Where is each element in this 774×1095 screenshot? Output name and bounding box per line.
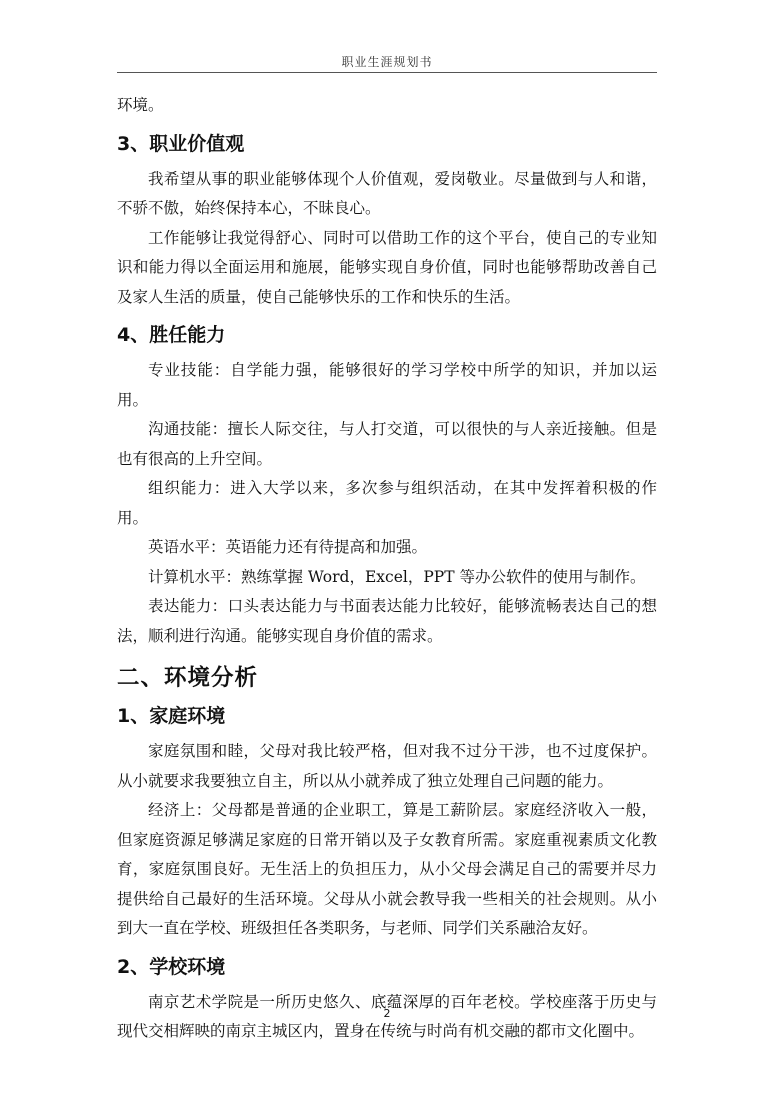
paragraph: 经济上：父母都是普通的企业职工，算是工薪阶层。家庭经济收入一般，但家庭资源足够满足家庭的日常开销以及子女教育所需。家庭重视素质文化教育，家庭氛围良好。无生活上的负担压力，从小父母会满足自己的需要并尽力提供给自己最好的生活环境。父母从小就会教导我一些相关的社会规则。从小到大一直在学校、班级担任各类职务，与老师、同学们关系融洽友好。	[117, 801, 657, 937]
paragraph: 工作能够让我觉得舒心、同时可以借助工作的这个平台，使自己的专业知识和能力得以全面运用和施展，能够实现自身价值，同时也能够帮助改善自己及家人生活的质量，使自己能够快乐的工作和快乐的生活。	[117, 228, 657, 306]
heading-career-values: 3、职业价值观	[117, 132, 245, 155]
paragraph: 南京艺术学院是一所历史悠久、底蕴深厚的百年老校。学校座落于历史与现代交相辉映的南京主城区内，置身在传统与时尚有机交融的都市文化圈中。	[117, 992, 657, 1040]
heading-family-environment: 1、家庭环境	[117, 705, 226, 727]
heading-environment-analysis: 二、环境分析	[117, 665, 259, 691]
competence-item: 专业技能：自学能力强，能够很好的学习学校中所学的知识，并加以运用。	[117, 361, 657, 409]
competence-item: 英语水平：英语能力还有待提高和加强。	[148, 538, 428, 556]
competence-item: 组织能力：进入大学以来，多次参与组织活动，在其中发挥着积极的作用。	[117, 479, 657, 527]
paragraph: 家庭氛围和睦，父母对我比较严格，但对我不过分干涉，也不过度保护。从小就要求我要独立自主，所以从小就养成了独立处理自己问题的能力。	[117, 742, 657, 790]
page-body	[117, 91, 657, 1047]
running-header-title: 职业生涯规划书	[341, 55, 433, 69]
heading-competence: 4、胜任能力	[117, 324, 226, 346]
header-divider	[117, 72, 657, 73]
competence-item: 表达能力：口头表达能力与书面表达能力比较好，能够流畅表达自己的想法，顺利进行沟通。能够实现自身价值的需求。	[117, 597, 657, 645]
paragraph: 我希望从事的职业能够体现个人价值观，爱岗敬业。尽量做到与人和谐，不骄不傲，始终保持本心，不昧良心。	[117, 169, 657, 217]
page-number: 2	[383, 1007, 391, 1020]
competence-item: 计算机水平：熟练掌握 Word，Excel，PPT 等办公软件的使用与制作。	[148, 567, 646, 586]
competence-item: 沟通技能：擅长人际交往，与人打交道，可以很快的与人亲近接触。但是也有很高的上升空间。	[117, 420, 657, 468]
continuation-text: 环境。	[117, 96, 164, 114]
heading-school-environment: 2、学校环境	[117, 955, 226, 978]
